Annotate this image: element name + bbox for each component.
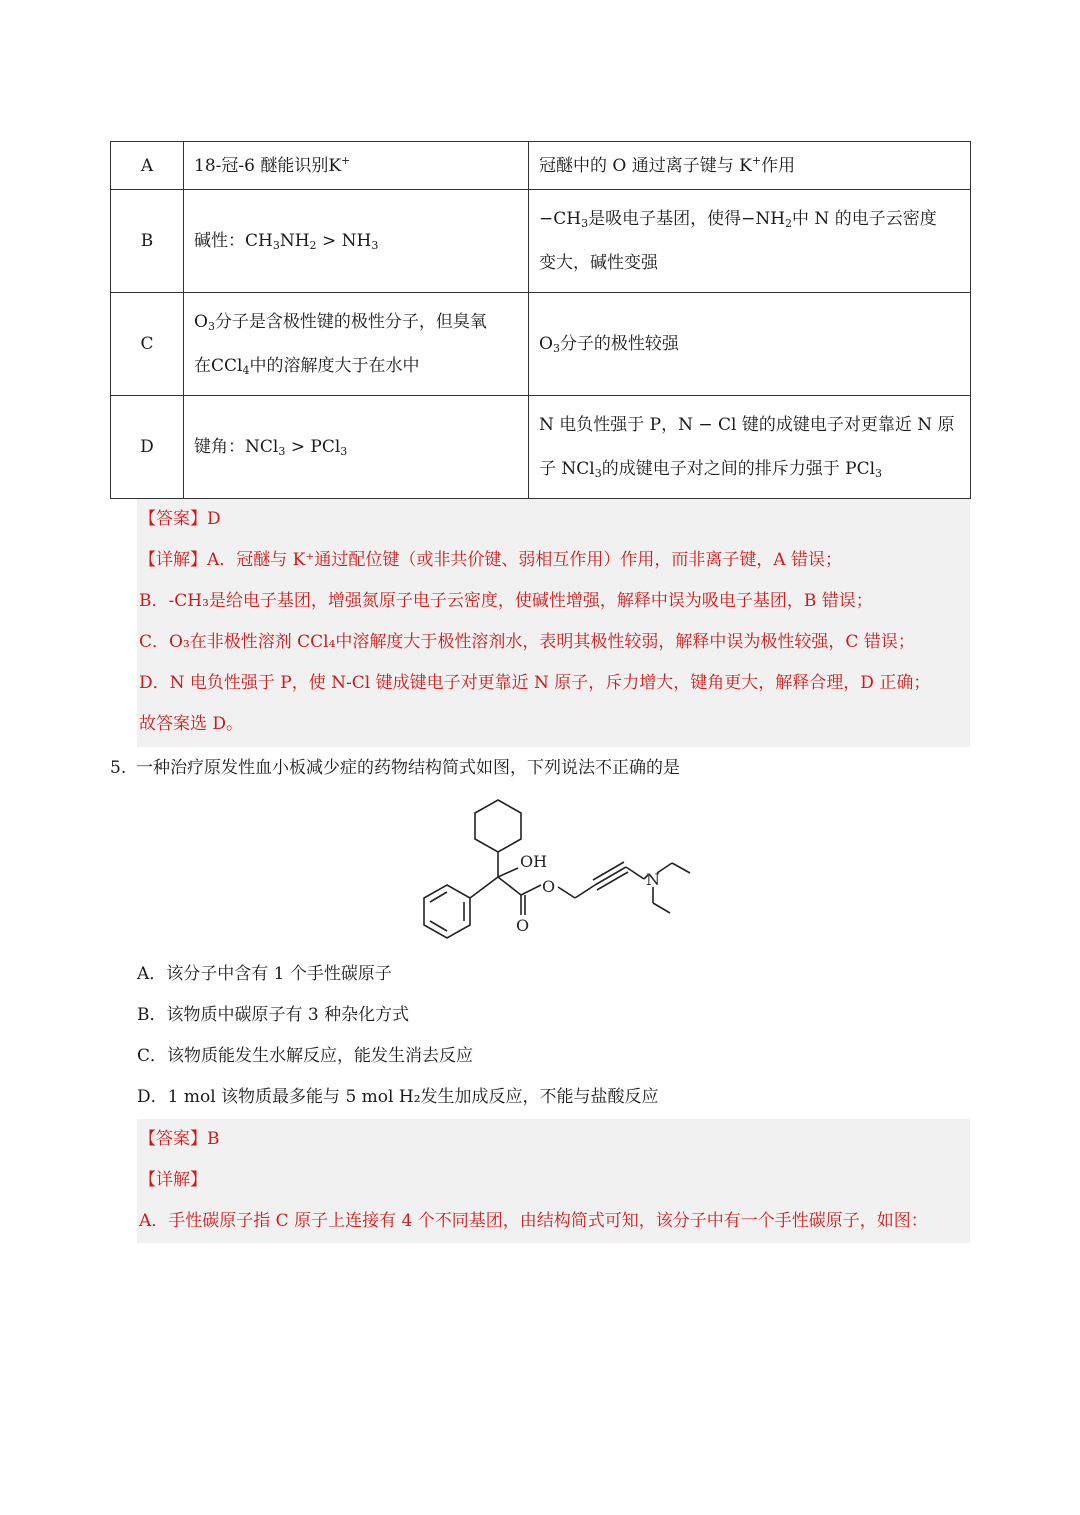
row-explanation: $-CH_3$是吸电子基团，使得$-NH_2$中 N 的电子云密度 变大，碱性变强 xyxy=(529,190,971,293)
row-letter: D xyxy=(111,396,184,499)
detail-label: 【详解】 xyxy=(139,550,207,570)
question-number: 5. xyxy=(110,758,127,778)
detail-line: 【详解】A．冠醚与 K⁺通过配位键（或非共价键、弱相互作用）作用，而非离子键，A 错误； xyxy=(139,550,843,570)
row-fact: $O_3$分子是含极性键的极性分子，但臭氧 在CCl$_4$中的溶解度大于在水中 xyxy=(184,293,529,396)
question-stem xyxy=(110,755,680,781)
answer-block-2 xyxy=(137,1119,970,1243)
benzene-ring xyxy=(424,885,470,938)
option-a: A．该分子中含有 1 个手性碳原子 xyxy=(137,964,392,984)
answer-line xyxy=(137,499,970,540)
option-b: B．该物质中碳原子有 3 种杂化方式 xyxy=(137,1005,410,1025)
cyclohexane-ring xyxy=(475,800,521,852)
question-text: 一种治疗原发性血小板减少症的药物结构简式如图，下列说法不正确的是 xyxy=(136,758,680,778)
row-fact: 18-冠-6 醚能识别K+ xyxy=(184,142,529,190)
table-row-a xyxy=(111,142,971,190)
carbonyl-o-label: O xyxy=(516,916,530,935)
answer-line xyxy=(137,1119,970,1160)
table-row-d xyxy=(111,396,971,499)
oh-label: OH xyxy=(520,852,548,871)
detail-label: 【详解】 xyxy=(139,1170,207,1190)
row-explanation: 冠醚中的 O 通过离子键与 K+作用 xyxy=(529,142,971,190)
n-label: N xyxy=(646,870,660,889)
row-fact: 键角：NCl$_3$ > PCl$_3$ xyxy=(184,396,529,499)
detail-line: C．O₃在非极性溶剂 CCl₄中溶解度大于极性溶剂水，表明其极性较弱，解释中误为极性较强，C 错误； xyxy=(139,632,915,652)
answer-label: 【答案】 xyxy=(139,509,207,529)
table-row-c xyxy=(111,293,971,396)
answer-value: B xyxy=(207,1129,220,1149)
row-explanation: $O_3$分子的极性较强 xyxy=(529,293,971,396)
option-c: C．该物质能发生水解反应，能发生消去反应 xyxy=(137,1046,474,1066)
row-letter: A xyxy=(111,142,184,190)
option-d: D．1 mol 该物质最多能与 5 mol H₂发生加成反应，不能与盐酸反应 xyxy=(137,1087,659,1107)
answer-block-1 xyxy=(137,499,970,747)
detail-line: 故答案选 D。 xyxy=(139,714,244,734)
table-row-b xyxy=(111,190,971,293)
detail-line: D．N 电负性强于 P，使 N-Cl 键成键电子对更靠近 N 原子，斥力增大，键角更大，解释合理，D 正确； xyxy=(139,673,931,693)
ester-o-label: O xyxy=(542,877,556,896)
molecule-structure xyxy=(410,795,710,945)
detail-line: B．-CH₃是给电子基团，增强氮原子电子云密度，使碱性增强，解释中误为吸电子基团，B 错误； xyxy=(139,591,873,611)
row-explanation: N 电负性强于 P，N − Cl 键的成键电子对更靠近 N 原 子 NCl$_3$的成键电子对之间的排斥力强于 PCl$_3$ xyxy=(529,396,971,499)
detail-line: A．手性碳原子指 C 原子上连接有 4 个不同基团，由结构简式可知，该分子中有一个手性碳原子，如图： xyxy=(139,1211,928,1231)
answer-value: D xyxy=(207,509,221,529)
row-fact: 碱性：$CH_3NH_2 > NH_3$ xyxy=(184,190,529,293)
row-letter: C xyxy=(111,293,184,396)
question-options xyxy=(137,958,659,1122)
answer-label: 【答案】 xyxy=(139,1129,207,1149)
options-table xyxy=(110,141,971,499)
row-letter: B xyxy=(111,190,184,293)
